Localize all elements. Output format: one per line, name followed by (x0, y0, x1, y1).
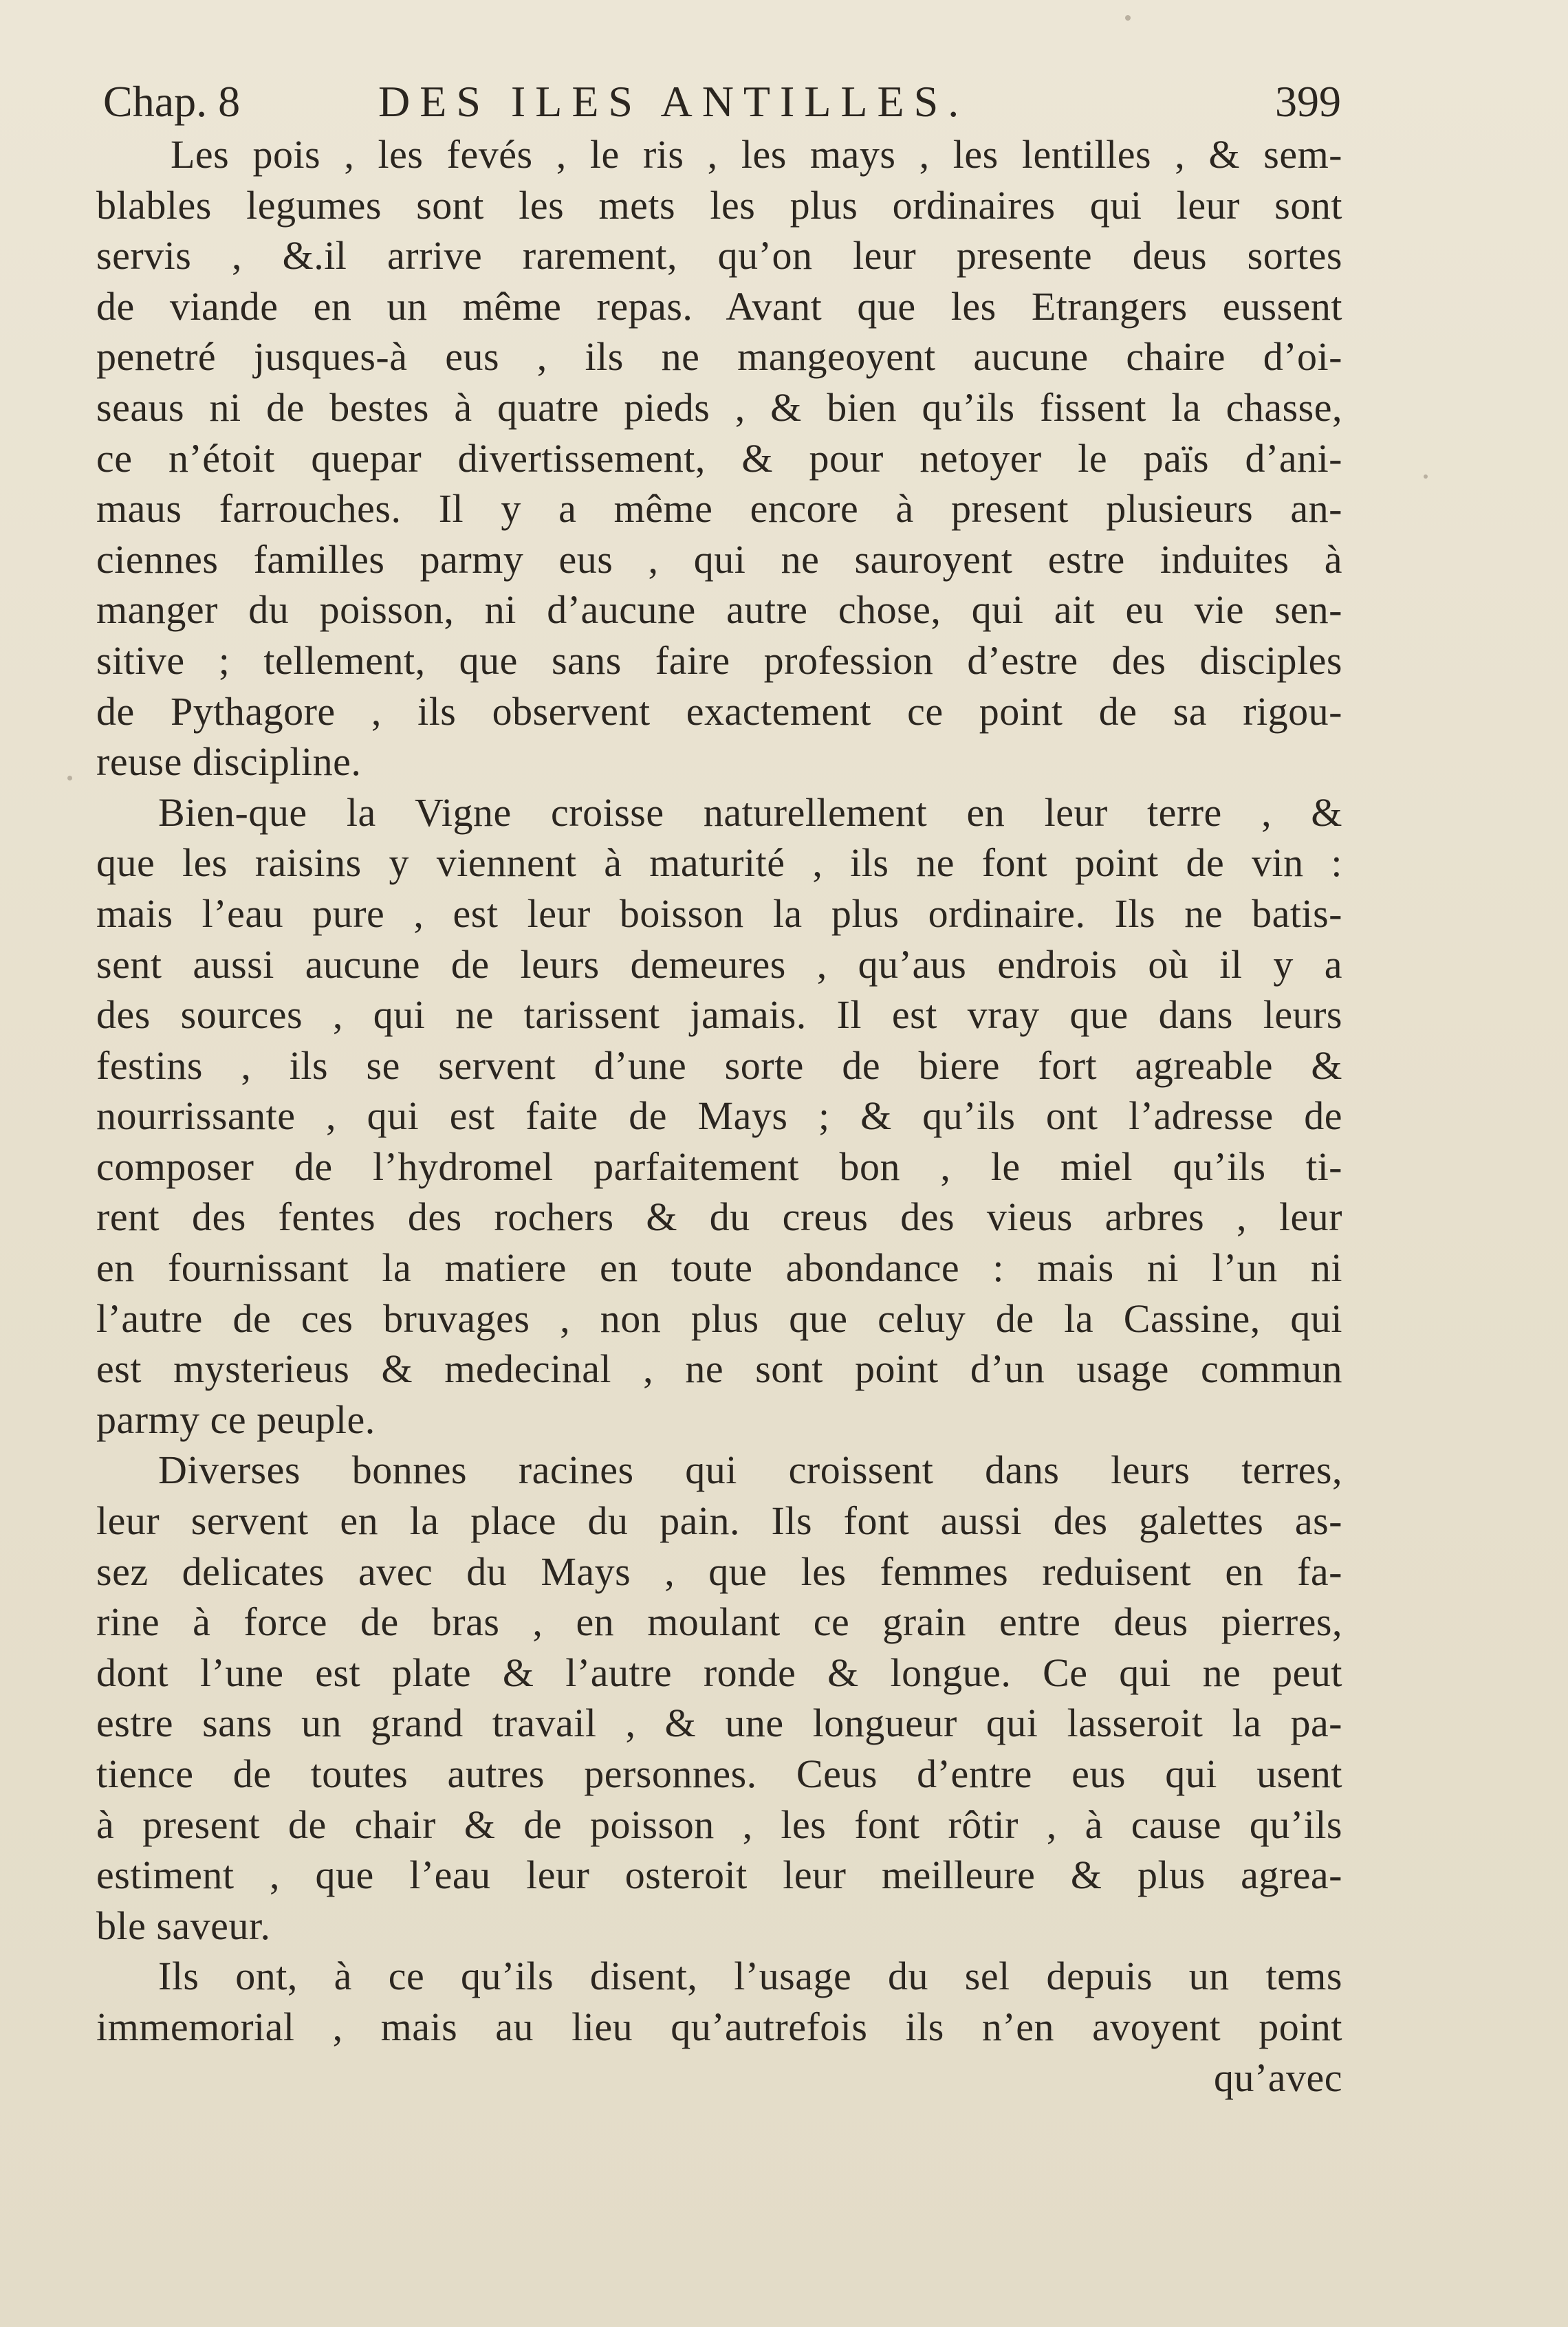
text-line: nourrissante , qui est faite de Mays ; & qu’ils ont l’adresse de (96, 1093, 1342, 1139)
text-line: parmy ce peuple. (96, 1397, 375, 1442)
text-line: ce n’étoit quepar divertissement, & pour netoyer le païs d’ani- (96, 435, 1342, 481)
text-line: Ils ont, à ce qu’ils disent, l’usage du sel depuis un tems (158, 1954, 1342, 1999)
text-line: manger du poisson, ni d’aucune autre chose, qui ait eu vie sen- (96, 587, 1342, 633)
text-line: Bien-que la Vigne croisse naturellement en leur terre , & (158, 789, 1342, 835)
text-line: mais l’eau pure , est leur boisson la plus ordinaire. Ils ne batis- (96, 891, 1342, 936)
running-title: DES ILES ANTILLES. (378, 77, 969, 126)
text-line: à present de chair & de poisson , les font rôtir , à cause qu’ils (96, 1802, 1342, 1847)
text-line: ble saveur. (96, 1903, 271, 1948)
text-line: de viande en un même repas. Avant que les Etrangers eussent (96, 283, 1342, 329)
page-body (96, 129, 1342, 2103)
text-line: ciennes familles parmy eus , qui ne sauroyent estre induites à (96, 536, 1342, 582)
paper-speck (1125, 15, 1131, 21)
text-line: dont l’une est plate & l’autre ronde & longue. Ce qui ne peut (96, 1650, 1342, 1695)
text-line: rine à force de bras , en moulant ce grain entre deus pierres, (96, 1599, 1342, 1645)
text-line: blables legumes sont les mets les plus ordinaires qui leur sont (96, 182, 1342, 228)
text-line: seaus ni de bestes à quatre pieds , & bien qu’ils fissent la chasse, (96, 384, 1342, 430)
text-line: des sources , qui ne tarissent jamais. Il est vray que dans leurs (96, 992, 1342, 1038)
text-line: servis , &.il arrive rarement, qu’on leur presente deus sortes (96, 233, 1342, 278)
text-line: que les raisins y viennent à maturité , ils ne font point de vin : (96, 840, 1342, 886)
text-line: estre sans un grand travail , & une longueur qui lasseroit la pa- (96, 1701, 1342, 1746)
text-line: leur servent en la place du pain. Ils font aussi des galettes as- (96, 1498, 1342, 1544)
text-line: en fournissant la matiere en toute abondance : mais ni l’un ni (96, 1245, 1342, 1291)
paper-speck (67, 776, 72, 780)
text-line: Les pois , les fevés , le ris , les mays , les lentilles , & sem- (171, 132, 1342, 177)
text-line: estiment , que l’eau leur osteroit leur meilleure & plus agrea- (96, 1853, 1342, 1898)
text-line: immemorial , mais au lieu qu’autrefois ils n’en avoyent point (96, 2004, 1342, 2049)
text-line: de Pythagore , ils observent exactement ce point de sa rigou- (96, 688, 1342, 734)
text-line: rent des fentes des rochers & du creus des vieus arbres , leur (96, 1194, 1342, 1240)
text-line: est mysterieus & medecinal , ne sont point d’un usage commun (96, 1346, 1342, 1392)
page-number: 399 (1275, 77, 1341, 126)
chapter-label: Chap. 8 (103, 77, 241, 126)
text-line: sent aussi aucune de leurs demeures , qu’aus endrois où il y a (96, 941, 1342, 987)
text-line: sitive ; tellement, que sans faire profession d’estre des disciples (96, 637, 1342, 683)
text-line: sez delicates avec du Mays , que les femmes reduisent en fa- (96, 1549, 1342, 1594)
text-line: tience de toutes autres personnes. Ceus d’entre eus qui usent (96, 1751, 1342, 1796)
text-line: composer de l’hydromel parfaitement bon , le miel qu’ils ti- (96, 1144, 1342, 1189)
text-line: Diverses bonnes racines qui croissent dans leurs terres, (158, 1447, 1342, 1493)
running-header (103, 74, 1341, 129)
text-line: penetré jusques-à eus , ils ne mangeoyent aucune chaire d’oi- (96, 334, 1342, 380)
text-line: maus farrouches. Il y a même encore à present plusieurs an- (96, 486, 1342, 532)
text-line: festins , ils se servent d’une sorte de biere fort agreable & (96, 1042, 1342, 1088)
catchword: qu’avec (1213, 2055, 1342, 2100)
text-line: l’autre de ces bruvages , non plus que celuy de la Cassine, qui (96, 1296, 1342, 1341)
text-line: reuse discipline. (96, 739, 362, 785)
paper-speck (1424, 474, 1428, 479)
